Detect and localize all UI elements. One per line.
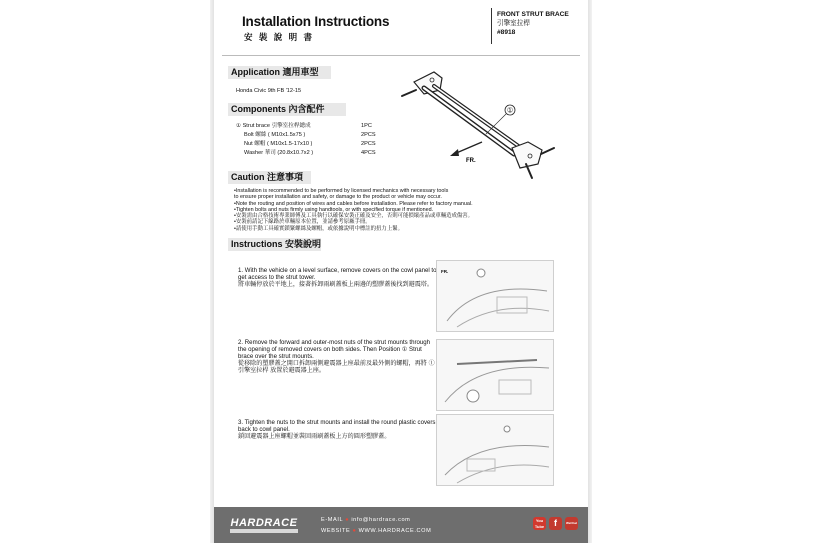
front-direction-label: FR. <box>466 158 476 164</box>
website-line <box>321 528 431 534</box>
logo-tagline-strip <box>230 529 298 533</box>
strut-brace-diagram <box>394 64 564 184</box>
caution-line: •Tighten bolts and nuts firmly using handtools, or with specified torque if mentioned. <box>234 206 434 213</box>
callout-number: ① <box>506 106 514 115</box>
application-heading: Application 適用車型 <box>228 66 331 79</box>
caution-line: •Note the routing and position of wires and cables before installation. Please refer to factory manual. <box>234 200 473 207</box>
engine-bay-sketch-icon <box>437 340 553 410</box>
step-1 <box>238 267 438 288</box>
component-qty: 2PCS <box>361 141 376 147</box>
page-subtitle: 安 裝 說 明 書 <box>244 32 314 42</box>
product-name: FRONT STRUT BRACE <box>497 11 569 18</box>
components-heading: Components 內含配件 <box>228 103 346 116</box>
youtube-icon[interactable]: You Tube <box>534 518 545 529</box>
instructions-heading: Instructions 安裝說明 <box>228 238 321 251</box>
step-3-text: 3. Tighten the nuts to the strut mounts and install the round plastic covers back to cowl panel. <box>238 419 436 433</box>
hardrace-logo <box>222 515 306 529</box>
vehicle-fitment: Honda Civic 9th FB '12-15 <box>236 88 302 94</box>
step-2-text: 2. Remove the forward and outer-most nuts of the strut mounts through the opening of removed covers on both sides. Then Position ① Strut brace over the strut mounts. <box>238 339 431 360</box>
caution-text <box>234 188 484 232</box>
step-2 <box>238 339 438 374</box>
facebook-icon[interactable]: f <box>549 517 562 530</box>
step-3-text-zh: 鎖回避震器上座螺帽並裝回雨刷蓋板上方的圓形塑膠蓋。 <box>238 433 391 440</box>
page-title: Installation Instructions <box>242 14 390 29</box>
step-1-text: 1. With the vehicle on a level surface, remove covers on the cowl panel to get access to the strut tower. <box>238 267 437 281</box>
website-url[interactable]: WWW.HARDRACE.COM <box>358 528 432 534</box>
caution-line: •請使用手動工具確實鎖緊螺絲及螺帽，或依據說明中標註的扭力上緊。 <box>234 225 403 232</box>
component-qty: 1PC <box>361 123 372 129</box>
part-number: #8918 <box>497 29 516 36</box>
step-2-text-zh: 從移除的塑膠蓋之開口拆卸兩側避震器上座最前及最外側的螺帽，再將 ①引擎室拉桿 放置於避震器上座。 <box>238 360 435 374</box>
step-1-photo-label: FR. <box>441 269 449 274</box>
caution-line: •Installation is recommended to be performed by licensed mechanics with necessary tools <box>234 188 449 194</box>
component-name: ① Strut brace 引擎室拉桿總成 <box>236 123 311 129</box>
caution-line: •安裝需由合格技術專業師傅及工具執行以確保安裝正確及安全，否則可能損壞產品或車輛造成傷害。 <box>234 213 474 220</box>
step-2-photo <box>436 339 554 411</box>
email-address[interactable]: info@hardrace.com <box>351 517 411 523</box>
email-line <box>321 517 410 523</box>
page-shadow-right <box>588 0 592 543</box>
instruction-sheet <box>214 0 588 543</box>
brand-name: HARDRACE <box>230 517 298 529</box>
step-1-photo <box>436 260 554 332</box>
step-3-photo <box>436 414 554 486</box>
engine-bay-sketch-icon <box>437 415 553 485</box>
email-bullet-icon: ● <box>345 517 350 523</box>
step-1-text-zh: 將車輛停放於平地上，接著拆卸雨刷蓋板上兩邊的塑膠蓋後找到避震塔。 <box>238 281 433 288</box>
product-name-zh: 引擎室拉桿 <box>497 20 530 27</box>
front-arrow-icon <box>450 142 482 156</box>
strut-brace-drawing <box>402 72 554 178</box>
email-label: E-MAIL <box>321 517 344 523</box>
wechat-icon[interactable]: WeChat <box>565 517 578 530</box>
engine-bay-sketch-icon <box>437 261 553 331</box>
component-name: Bolt 螺絲 ( M10x1.5x75 ) <box>244 132 306 138</box>
step-3 <box>238 419 438 440</box>
website-label: WEBSITE <box>321 528 351 534</box>
component-name: Washer 華司 (20.8x10.7x2 ) <box>244 150 314 156</box>
caution-heading: Caution 注意事項 <box>228 171 311 184</box>
divider <box>222 55 580 56</box>
caution-line: •安裝前請記下線路於車輛原本位置，並請參考原廠手冊。 <box>234 219 371 226</box>
header-divider <box>491 8 492 44</box>
website-bullet-icon: ● <box>352 528 357 534</box>
component-qty: 2PCS <box>361 132 376 138</box>
component-name: Nut 螺帽 ( M10x1.5-17x10 ) <box>244 141 313 147</box>
caution-line: to ensure proper installation and safety, or damage to the product or vehicle may occur. <box>234 194 442 201</box>
component-qty: 4PCS <box>361 150 376 156</box>
